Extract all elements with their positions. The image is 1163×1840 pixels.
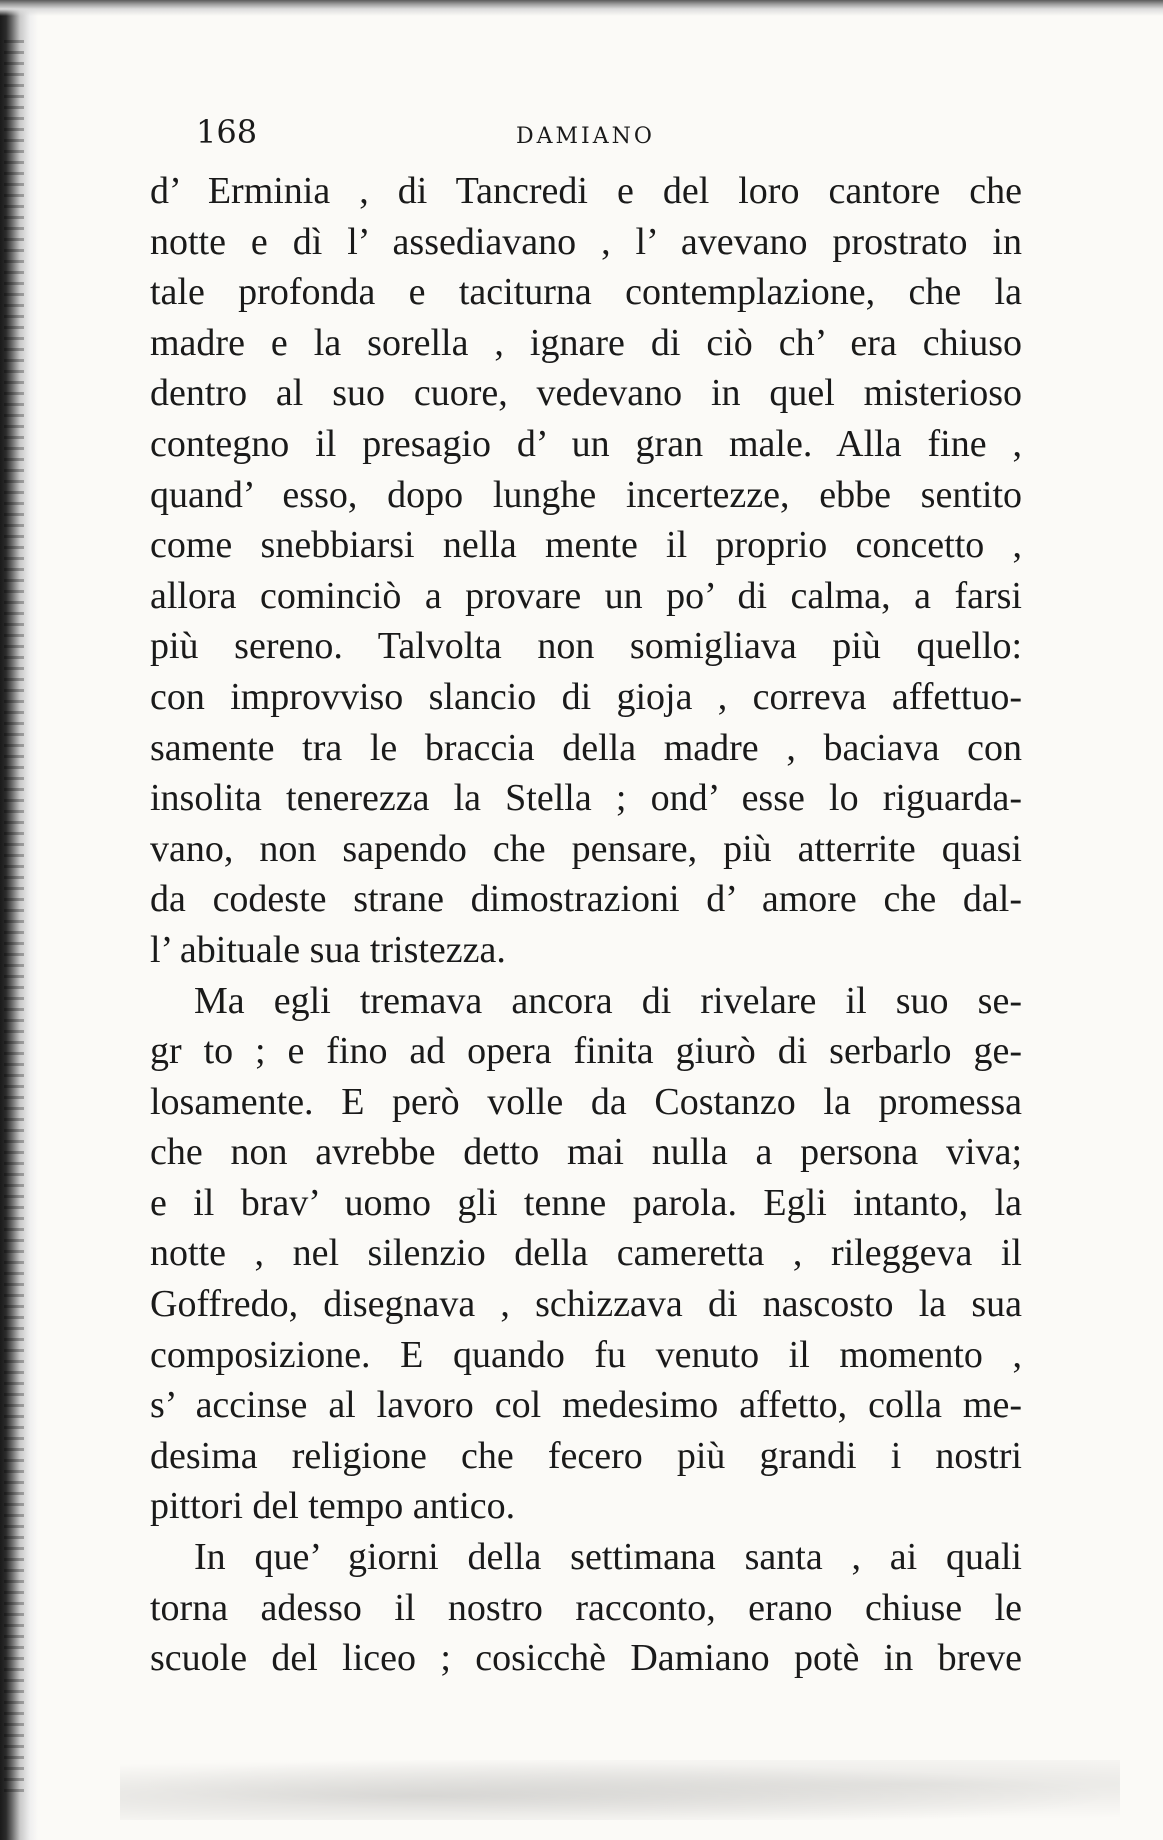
page-top-edge xyxy=(0,0,1163,16)
text-line: losamente. E però volle da Costanzo la promessa xyxy=(150,1080,1022,1123)
text-line: quand’ esso, dopo lunghe incertezze, ebbe sentito xyxy=(150,473,1022,516)
text-line: contegno il presagio d’ un gran male. Alla fine , xyxy=(150,422,1022,465)
text-line: come snebbiarsi nella mente il proprio concetto , xyxy=(150,524,1022,567)
text-line: che non avrebbe detto mai nulla a persona viva; xyxy=(150,1131,1022,1174)
page-number: 168 xyxy=(196,113,258,151)
text-line: s’ accinse al lavoro col medesimo affetto, colla me- xyxy=(150,1384,1022,1427)
page-bottom-smudge xyxy=(120,1760,1120,1820)
text-line: insolita tenerezza la Stella ; ond’ esse lo riguarda- xyxy=(150,777,1022,820)
text-line: notte e dì l’ assediavano , l’ avevano prostrato in xyxy=(150,220,1022,263)
body-text xyxy=(150,166,1022,1684)
text-line: notte , nel silenzio della cameretta , rileggeva il xyxy=(150,1232,1022,1275)
text-line: madre e la sorella , ignare di ciò ch’ era chiuso xyxy=(150,321,1022,364)
text-line: Goffredo, disegnava , schizzava di nascosto la sua xyxy=(150,1283,1022,1326)
page-header xyxy=(160,112,1040,162)
text-line: da codeste strane dimostrazioni d’ amore che dal- xyxy=(150,878,1022,921)
text-line: con improvviso slancio di gioja , correva affettuo- xyxy=(150,675,1022,718)
running-head: DAMIANO xyxy=(516,124,655,149)
text-line: composizione. E quando fu venuto il momento , xyxy=(150,1333,1022,1376)
text-line: gr to ; e fino ad opera finita giurò di serbarlo ge- xyxy=(150,1030,1022,1073)
text-line: Ma egli tremava ancora di rivelare il suo se- xyxy=(194,979,1022,1022)
text-line: dentro al suo cuore, vedevano in quel misterioso xyxy=(150,372,1022,415)
text-line: In que’ giorni della settimana santa , ai quali xyxy=(194,1536,1022,1579)
text-line: torna adesso il nostro racconto, erano chiuse le xyxy=(150,1586,1022,1629)
text-line: tale profonda e taciturna contemplazione, che la xyxy=(150,271,1022,314)
text-line: pittori del tempo antico. xyxy=(150,1485,516,1528)
text-line: l’ abituale sua tristezza. xyxy=(150,928,506,971)
book-binding-edge xyxy=(0,0,38,1840)
text-line: allora cominciò a provare un po’ di calma, a farsi xyxy=(150,574,1022,617)
text-line: d’ Erminia , di Tancredi e del loro cantore che xyxy=(150,170,1022,212)
text-line: vano, non sapendo che pensare, più atterrite quasi xyxy=(150,827,1022,870)
binding-texture xyxy=(4,40,24,1800)
text-line: scuole del liceo ; cosicchè Damiano potè in breve xyxy=(150,1637,1022,1680)
text-line: e il brav’ uomo gli tenne parola. Egli intanto, la xyxy=(150,1181,1022,1224)
text-line: samente tra le braccia della madre , baciava con xyxy=(150,726,1022,769)
text-line: più sereno. Talvolta non somigliava più quello: xyxy=(150,625,1022,668)
text-line: desima religione che fecero più grandi i nostri xyxy=(150,1434,1022,1477)
